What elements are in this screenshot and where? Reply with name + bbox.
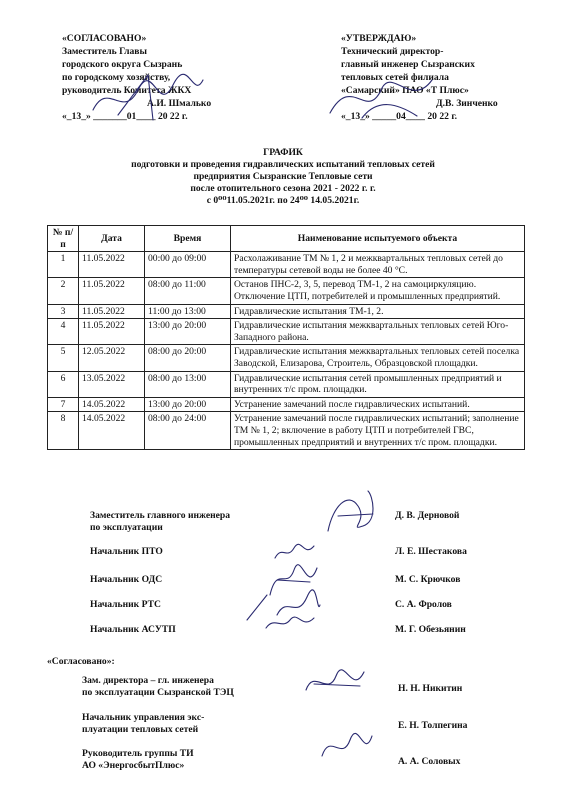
cell-date: 14.05.2022 <box>79 397 145 412</box>
cell-time: 08:00 до 13:00 <box>145 371 231 397</box>
col-header-time: Время <box>145 226 231 252</box>
cell-number: 1 <box>48 252 79 278</box>
signature-scribble <box>88 70 208 125</box>
approval-line: «Самарский» ПАО «Т Плюс» <box>341 85 469 96</box>
cell-time: 13:00 до 20:00 <box>145 397 231 412</box>
approval-line: руководитель Комитета ЖКХ <box>62 85 192 96</box>
schedule-table <box>47 225 525 450</box>
table-row <box>48 304 525 319</box>
table-row <box>48 319 525 345</box>
cell-object: Гидравлические испытания сетей промышленных предприятий и внутренних т/с пром. площадки. <box>231 371 525 397</box>
signatory-title: Начальник АСУТП <box>90 624 176 635</box>
signatory-name: Д. В. Дерновой <box>395 510 460 521</box>
table-row <box>48 371 525 397</box>
cell-number: 2 <box>48 278 79 304</box>
title-line: после отопительного сезона 2021 - 2022 г. г. <box>190 183 376 194</box>
cell-number: 7 <box>48 397 79 412</box>
agreed-heading: «Согласовано»: <box>47 656 115 667</box>
signatory-name: М. С. Крючков <box>395 574 461 585</box>
title-line: предприятия Сызранские Тепловые сети <box>193 171 373 182</box>
approval-heading: «УТВЕРЖДАЮ» <box>341 33 417 44</box>
approval-date: «_13_» _______01____ 20 22 г. <box>62 111 188 122</box>
table-row <box>48 278 525 304</box>
table-row <box>48 345 525 371</box>
signature-scribble <box>322 68 452 126</box>
cell-date: 11.05.2022 <box>79 319 145 345</box>
signature-scribble <box>318 486 378 536</box>
cell-number: 5 <box>48 345 79 371</box>
approval-line: Технический директор- <box>341 46 444 57</box>
agreed-signatory-title: Зам. директора – гл. инженера по эксплуатации Сызранской ТЭЦ <box>82 675 234 698</box>
approval-line: по городскому хозяйству, <box>62 72 171 83</box>
cell-object: Устранение замечаний после гидравлических испытаний. <box>231 397 525 412</box>
agreed-signatory-title: Начальник управления экс- плуатации тепловых сетей <box>82 712 205 735</box>
cell-object: Останов ПНС-2, 3, 5, перевод ТМ-1, 2 на самоциркуляцию. Отключение ЦТП, потребителей и промышленных предприятий. <box>231 278 525 304</box>
document-title <box>0 147 566 207</box>
cell-time: 08:00 до 24:00 <box>145 412 231 450</box>
cell-object: Гидравлические испытания ТМ-1, 2. <box>231 304 525 319</box>
title-line: подготовки и проведения гидравлических испытаний тепловых сетей <box>131 159 435 170</box>
approval-date: «_13_» _____04____ 20 22 г. <box>341 111 458 122</box>
cell-number: 4 <box>48 319 79 345</box>
cell-time: 13:00 до 20:00 <box>145 319 231 345</box>
cell-number: 3 <box>48 304 79 319</box>
approval-line: городского округа Сызрань <box>62 59 183 70</box>
cell-object: Расхолаживание ТМ № 1, 2 и межквартальных тепловых сетей до температуры сетевой воды не более 40 °С. <box>231 252 525 278</box>
approval-line: главный инженер Сызранских <box>341 59 475 70</box>
signatory-name: Л. Е. Шестакова <box>395 546 467 557</box>
signatory-title: Начальник РТС <box>90 599 161 610</box>
cell-time: 08:00 до 11:00 <box>145 278 231 304</box>
signatory-name: М. Г. Обезьянин <box>395 624 466 635</box>
cell-time: 00:00 до 09:00 <box>145 252 231 278</box>
cell-date: 14.05.2022 <box>79 412 145 450</box>
table-row <box>48 412 525 450</box>
signatory-title: Начальник ПТО <box>90 546 163 557</box>
cell-date: 11.05.2022 <box>79 252 145 278</box>
approval-line: тепловых сетей филиала <box>341 72 449 83</box>
table-row <box>48 252 525 278</box>
agreed-signatory-title: Руководитель группы ТИ АО «ЭнергосбытПлюс» <box>82 748 194 771</box>
agreed-signatory-name: Е. Н. Толпегина <box>398 720 468 731</box>
approval-heading: «СОГЛАСОВАНО» <box>62 33 147 44</box>
col-header-object: Наименование испытуемого объекта <box>231 226 525 252</box>
cell-number: 8 <box>48 412 79 450</box>
signatory-title: Начальник ОДС <box>90 574 163 585</box>
approval-line: Заместитель Главы <box>62 46 147 57</box>
signature-scribble <box>262 612 317 634</box>
col-header-date: Дата <box>79 226 145 252</box>
table-row <box>48 397 525 412</box>
cell-object: Гидравлические испытания межквартальных тепловых сетей Юго-Западного района. <box>231 319 525 345</box>
title-line: с 0⁰⁰11.05.2021г. по 24⁰⁰ 14.05.2021г. <box>206 195 360 206</box>
title-line: ГРАФИК <box>263 147 303 158</box>
agreed-signatory-name: Н. Н. Никитин <box>398 683 463 694</box>
signature-scribble <box>316 728 376 766</box>
agreed-signatory-name: А. А. Соловых <box>398 756 461 767</box>
cell-date: 11.05.2022 <box>79 278 145 304</box>
cell-object: Гидравлические испытания межквартальных тепловых сетей поселка Заводской, Елизарова, Строитель, Образцовской площадки. <box>231 345 525 371</box>
approval-name: Д.В. Зинченко <box>436 98 498 109</box>
cell-date: 12.05.2022 <box>79 345 145 371</box>
signatory-name: С. А. Фролов <box>395 599 452 610</box>
approval-name: А.И. Шмалько <box>147 98 212 109</box>
signature-scribble <box>300 662 370 702</box>
cell-object: Устранение замечаний после гидравлических испытаний; заполнение ТМ № 1, 2; включение в работу ЦТП и потребителей ГВС, промышленных предприятий и внутренних т/с пром. площадки. <box>231 412 525 450</box>
table-header-row <box>48 226 525 252</box>
cell-time: 11:00 до 13:00 <box>145 304 231 319</box>
signatory-title: Заместитель главного инженера по эксплуатации <box>90 510 231 533</box>
cell-time: 08:00 до 20:00 <box>145 345 231 371</box>
cell-date: 11.05.2022 <box>79 304 145 319</box>
col-header-number: № п/п <box>48 226 79 252</box>
cell-date: 13.05.2022 <box>79 371 145 397</box>
cell-number: 6 <box>48 371 79 397</box>
